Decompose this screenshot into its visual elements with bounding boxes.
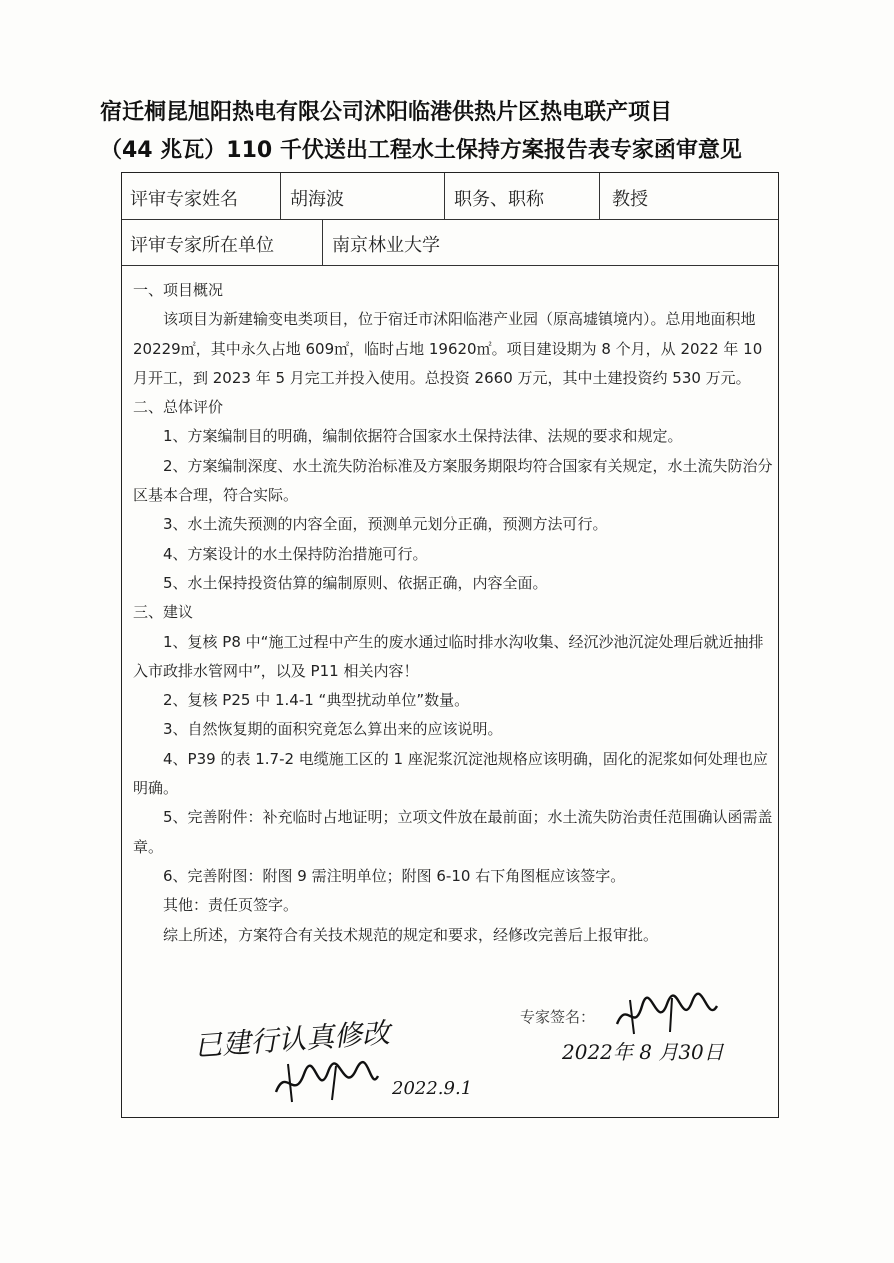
section-1-heading: 一、项目概况: [133, 281, 224, 299]
col-divider: [280, 173, 281, 219]
review-opinion-body: [133, 276, 773, 950]
expert-title-label: 职务、职称: [454, 189, 544, 210]
title-line-2: （44 兆瓦）110 千伏送出工程水土保持方案报告表专家函审意见: [100, 138, 742, 163]
evaluation-item: 2、方案编制深度、水土流失防治标准及方案服务期限均符合国家有关规定，水土流失防治分区基本合理，符合实际。: [133, 456, 773, 505]
expert-title-value: 教授: [612, 189, 648, 210]
expert-org-value: 南京林业大学: [332, 235, 440, 256]
suggestion-item: 5、完善附件：补充临时占地证明；立项文件放在最前面；水土流失防治责任范围确认函需盖章。: [133, 808, 773, 856]
expert-name-label: 评审专家姓名: [130, 189, 238, 210]
col-divider: [599, 173, 600, 219]
evaluation-item: 4、方案设计的水土保持防治措施可行。: [163, 544, 428, 563]
handwritten-revision-note: 已建行认真修改: [193, 1016, 392, 1063]
row-divider: [122, 265, 778, 266]
handwritten-date: 2022年 8 月30日: [562, 1040, 724, 1064]
col-divider: [322, 219, 323, 265]
col-divider: [444, 173, 445, 219]
conclusion: 综上所述，方案符合有关技术规范的规定和要求，经修改完善后上报审批。: [163, 925, 659, 944]
section-2-heading: 二、总体评价: [133, 398, 224, 417]
evaluation-item: 1、方案编制目的明确，编制依据符合国家水土保持法律、法规的要求和规定。: [163, 427, 683, 446]
section-3-heading: 三、建议: [133, 603, 194, 622]
expert-name-value: 胡海波: [290, 189, 344, 210]
suggestion-item: 4、P39 的表 1.7-2 电缆施工区的 1 座泥浆沉淀池规格应该明确，固化的泥浆如何处理也应明确。: [133, 749, 768, 798]
evaluation-item: 5、水土保持投资估算的编制原则、依据正确，内容全面。: [163, 573, 548, 592]
expert-org-label: 评审专家所在单位: [130, 235, 274, 256]
section-1-paragraph: 该项目为新建输变电类项目，位于宿迁市沭阳临港产业园（原高墟镇境内）。总用地面积地 20229㎡，其中永久占地 609㎡，临时占地 19620㎡。项目建设期为 8 个月，从 2022 年 10 月开工，到 2023 年 5 月完工并投入使用。总投资 2660 万元，其中土建投资约 530 万元。: [133, 310, 763, 387]
other-note: 其他：责任页签字。: [163, 896, 299, 915]
expert-signature-scribble: [612, 994, 722, 1038]
signature-label: 专家签名：: [520, 1008, 596, 1026]
evaluation-item: 3、水土流失预测的内容全面，预测单元划分正确，预测方法可行。: [163, 515, 608, 534]
suggestion-item: 1、复核 P8 中“施工过程中产生的废水通过临时排水沟收集、经沉沙池沉淀处理后就近抽排入市政排水管网中”，以及 P11 相关内容！: [133, 632, 764, 680]
revision-signature-scribble: [272, 1060, 382, 1106]
row-divider: [122, 219, 778, 220]
title-line-1: 宿迁桐昆旭阳热电有限公司沭阳临港供热片区热电联产项目: [100, 100, 673, 125]
suggestion-item: 6、完善附图：附图 9 需注明单位；附图 6-10 右下角图框应该签字。: [163, 866, 626, 885]
suggestion-item: 3、自然恢复期的面积究竟怎么算出来的应该说明。: [163, 720, 503, 739]
document-title: [100, 94, 800, 170]
suggestion-item: 2、复核 P25 中 1.4-1 “典型扰动单位”数量。: [163, 691, 470, 710]
handwritten-revision-date: 2022.9.1: [392, 1078, 473, 1099]
